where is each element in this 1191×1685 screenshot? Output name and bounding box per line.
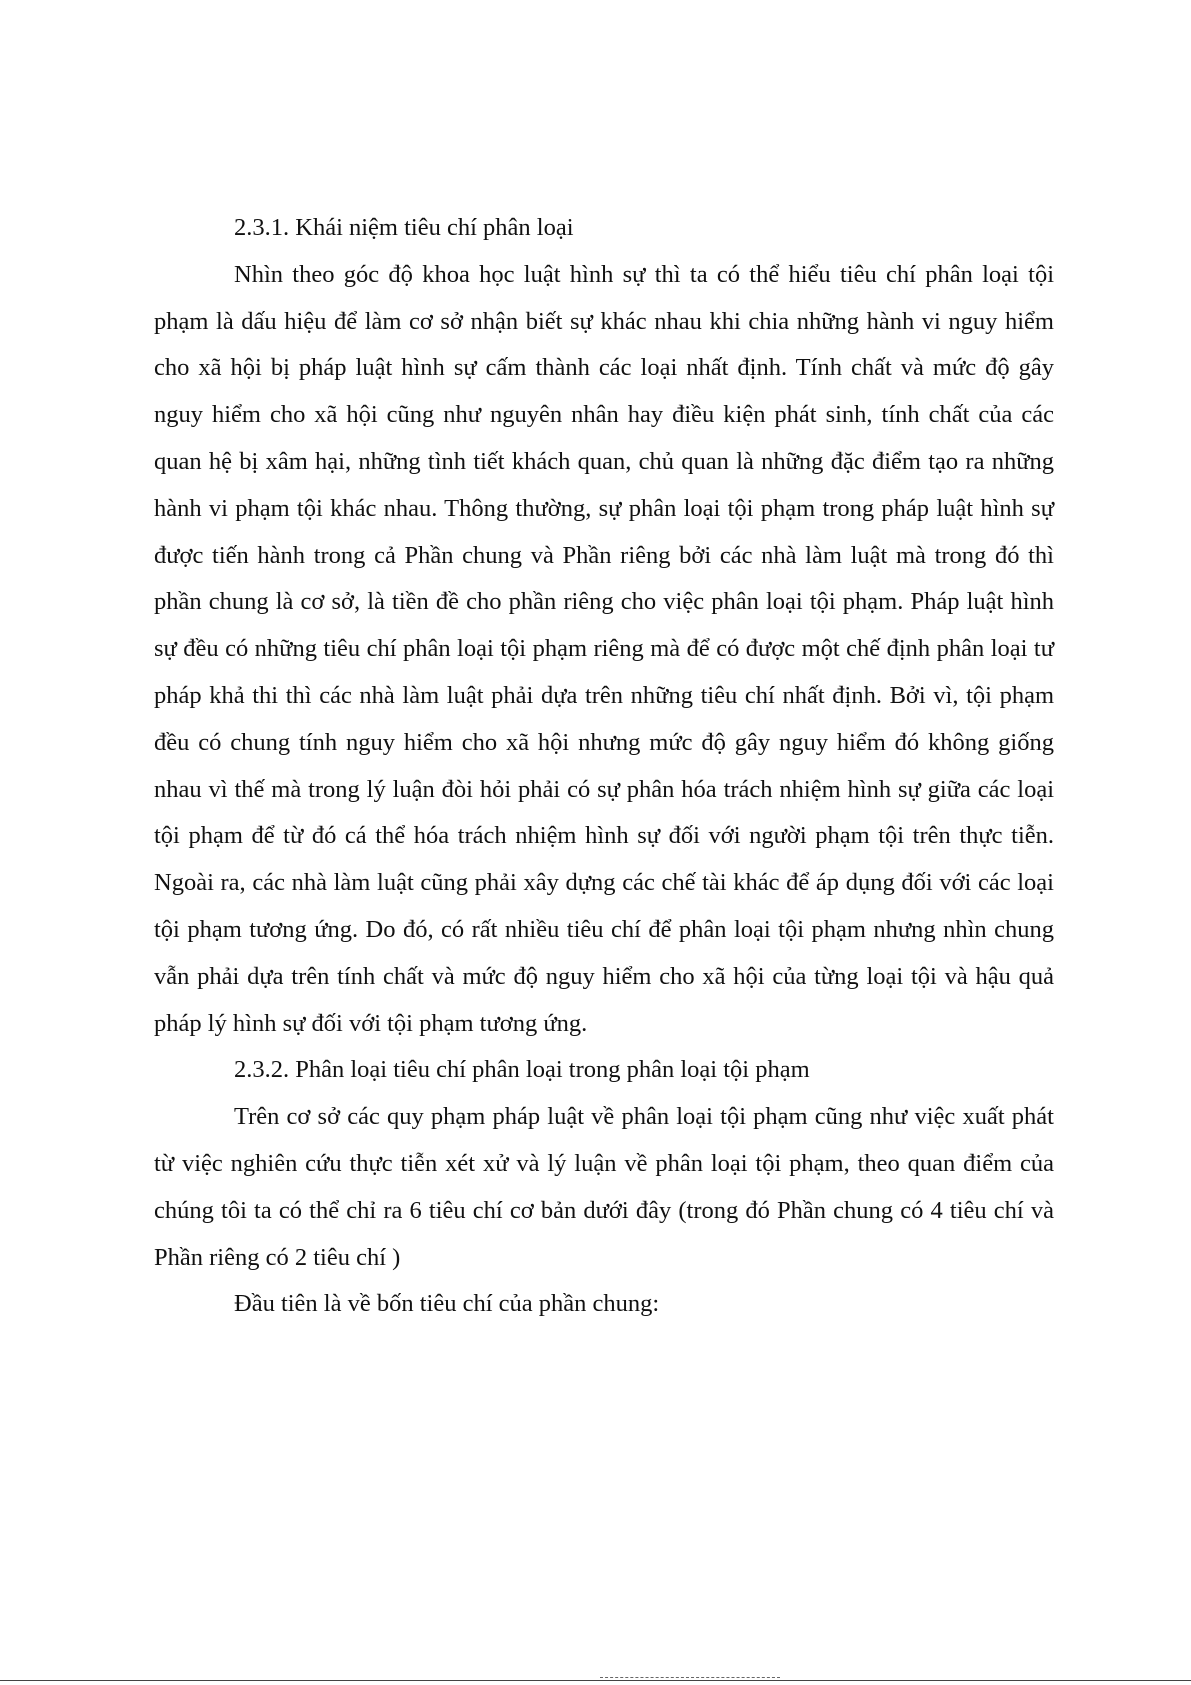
page-bottom-rule [0, 1680, 1191, 1681]
body-paragraph-intro: Đầu tiên là về bốn tiêu chí của phần chung: [234, 1290, 660, 1318]
body-paragraph-concept: Nhìn theo góc độ khoa học luật hình sự thì ta có thể hiểu tiêu chí phân loại tội phạm là dấu hiệu để làm cơ sở nhận biết sự khác nhau khi chia những hành vi nguy hiểm cho xã hội bị pháp luật hình sự cấm thành các loại nhất định. Tính chất và mức độ gây nguy hiểm cho xã hội cũng như nguyên nhân hay điều kiện phát sinh, tính chất của các quan hệ bị xâm hại, những tình tiết khách quan, chủ quan là những đặc điểm tạo ra những hành vi phạm tội khác nhau. Thông thường, sự phân loại tội phạm trong pháp luật hình sự được tiến hành trong cả Phần chung và Phần riêng bởi các nhà làm luật mà trong đó thì phần chung là cơ sở, là tiền đề cho phần riêng cho việc phân loại tội phạm. Pháp luật hình sự đều có những tiêu chí phân loại tội phạm riêng mà để có được một chế định phân loại tư pháp khả thi thì các nhà làm luật phải dựa trên những tiêu chí nhất định. Bởi vì, tội phạm đều có chung tính nguy hiểm cho xã hội nhưng mức độ gây nguy hiểm đó không giống nhau vì thế mà trong lý luận đòi hỏi phải có sự phân hóa trách nhiệm hình sự giữa các loại tội phạm để từ đó cá thể hóa trách nhiệm hình sự đối với người phạm tội trên thực tiễn. Ngoài ra, các nhà làm luật cũng phải xây dựng các chế tài khác để áp dụng đối với các loại tội phạm tương ứng. Do đó, có rất nhiều tiêu chí để phân loại tội phạm nhưng nhìn chung vẫn phải dựa trên tính chất và mức độ nguy hiểm cho xã hội của từng loại tội và hậu quả pháp lý hình sự đối với tội phạm tương ứng. [154, 260, 1054, 1037]
page-bottom-dashed-rule [600, 1677, 780, 1678]
section-heading-2-3-1: 2.3.1. Khái niệm tiêu chí phân loại [234, 214, 574, 241]
section-heading-2-3-2: 2.3.2. Phân loại tiêu chí phân loại trong phân loại tội phạm [234, 1056, 810, 1084]
body-paragraph-criteria: Trên cơ sở các quy phạm pháp luật về phân loại tội phạm cũng như việc xuất phát từ việc nghiên cứu thực tiễn xét xử và lý luận về phân loại tội phạm, theo quan điểm của chúng tôi ta có thể chỉ ra 6 tiêu chí cơ bản dưới đây (trong đó Phần chung có 4 tiêu chí và Phần riêng có 2 tiêu chí ) [154, 1103, 1054, 1271]
document-page [154, 205, 1054, 1328]
